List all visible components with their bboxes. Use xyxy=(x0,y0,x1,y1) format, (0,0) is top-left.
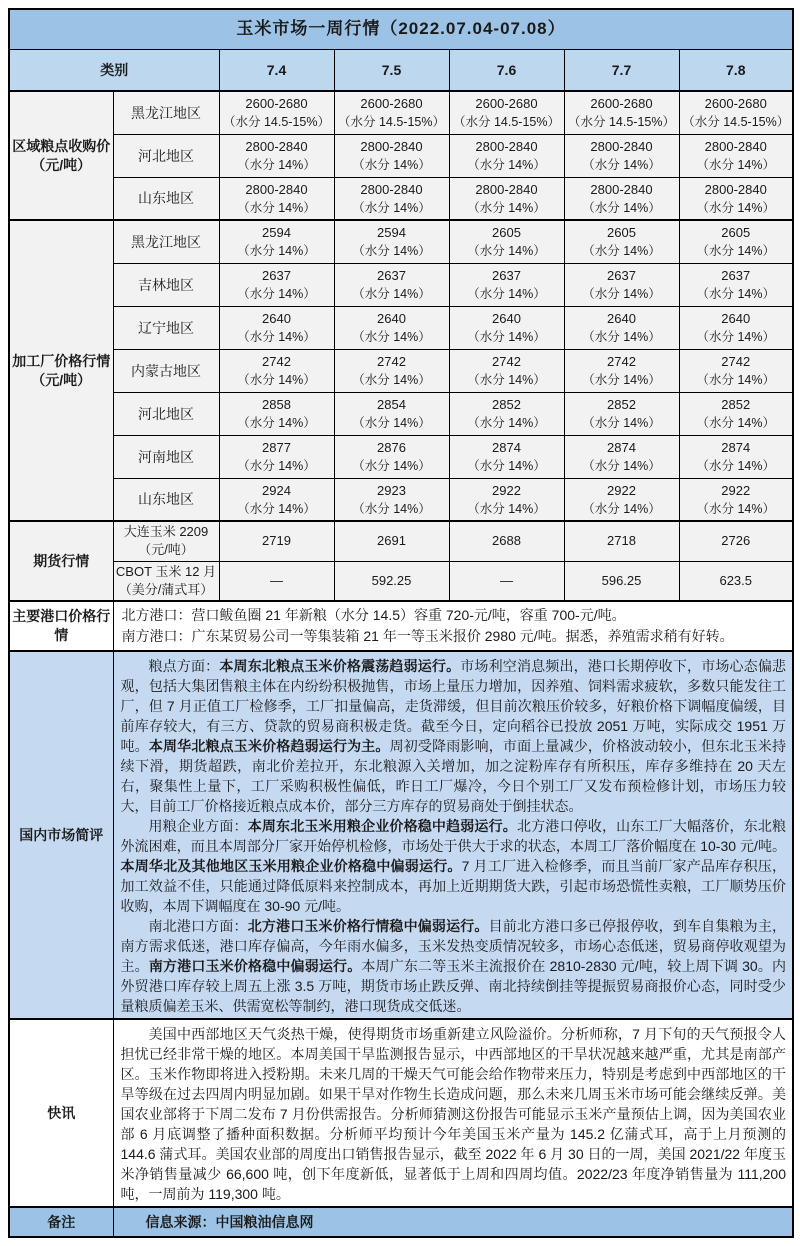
price-cell: 2640 （水分 14%） xyxy=(679,306,793,349)
ports-line-south: 南方港口：广东某贸易公司一等集装箱 21 年一等玉米报价 2980 元/吨。据悉，养殖需求稍有好转。 xyxy=(121,628,734,644)
price-cell: 2852 （水分 14%） xyxy=(449,392,564,435)
price-cell: 2800-2840 （水分 14%） xyxy=(564,177,679,220)
price-cell: 2718 xyxy=(564,521,679,561)
price-cell: 2923 （水分 14%） xyxy=(334,478,449,521)
price-cell: 2605 （水分 14%） xyxy=(564,220,679,263)
region-label: 河北地区 xyxy=(113,134,219,177)
region-label: 吉林地区 xyxy=(113,263,219,306)
price-cell: 2874 （水分 14%） xyxy=(679,435,793,478)
table-row xyxy=(9,134,793,177)
table-row xyxy=(9,392,793,435)
price-cell: 2742 （水分 14%） xyxy=(679,349,793,392)
section-label-note: 备注 xyxy=(9,1207,113,1237)
price-cell: 2924 （水分 14%） xyxy=(219,478,334,521)
paragraph: 用粮企业方面：本周东北玉米用粮企业价格稳中趋弱运行。北方港口停收，山东工厂大幅落价，东北粮外流困难，而且本周部分厂家开始停机检修，市场处于供大于求的状态，本周工厂落价幅度在 10-30 元/吨。本周华北及其他地区玉米用粮企业价格稳中偏弱运行。7 月工厂进入检修季，而且当前厂家产品库存积压，加工效益不佳，只能通过降低原料来控制成本，再加上近期期货大跌，引起市场恐慌性卖粮，工厂顺势压价收购，本周下调幅度在 30-90 元/吨。 xyxy=(120,818,787,914)
price-cell: 2800-2840 （水分 14%） xyxy=(449,134,564,177)
paragraph: 南北港口方面：北方港口玉米价格行情稳中偏弱运行。目前北方港口多已停报停收，到车自集粮为主，南方需求低迷，港口库存偏高，今年雨水偏多，玉米发热变质情况较多，市场心态低迷，贸易商停收观望为主。南方港口玉米价格稳中偏弱运行。本周广东二等玉米主流报价在 2810-2830 元/吨，较上周下调 30。内外贸港口库存较上周五上涨 3.5 万吨，期货市场止跌反弹、南北持续倒挂等提振贸易商报价心态，同时受少量粮质偏差玉米、供需宽松等制约，港口现货成交低迷。 xyxy=(120,918,787,1014)
price-cell: 2640 （水分 14%） xyxy=(564,306,679,349)
ports-line-north: 北方港口：营口鲅鱼圈 21 年新粮（水分 14.5）容重 720-元/吨，容重 700-元/吨。 xyxy=(121,607,626,623)
table-row xyxy=(9,1207,793,1237)
price-cell: 2742 （水分 14%） xyxy=(334,349,449,392)
price-cell: 2742 （水分 14%） xyxy=(564,349,679,392)
price-cell: 2691 xyxy=(334,521,449,561)
price-cell: 2719 xyxy=(219,521,334,561)
table-row xyxy=(9,561,793,601)
table-row xyxy=(9,220,793,263)
price-cell: 2688 xyxy=(449,521,564,561)
price-cell: 2742 （水分 14%） xyxy=(449,349,564,392)
category-header: 类别 xyxy=(9,49,219,91)
price-cell: 2605 （水分 14%） xyxy=(679,220,793,263)
price-cell: 2640 （水分 14%） xyxy=(449,306,564,349)
header-row xyxy=(9,49,793,91)
price-cell: 2877 （水分 14%） xyxy=(219,435,334,478)
ports-content xyxy=(113,601,793,651)
price-cell: 2922 （水分 14%） xyxy=(449,478,564,521)
title-row xyxy=(9,9,793,49)
table-row xyxy=(9,435,793,478)
region-label: 黑龙江地区 xyxy=(113,91,219,134)
section-label-futures: 期货行情 xyxy=(9,521,113,601)
price-cell: 2800-2840 （水分 14%） xyxy=(334,177,449,220)
table-row xyxy=(9,91,793,134)
price-cell: 2800-2840 （水分 14%） xyxy=(564,134,679,177)
price-cell: 2637 （水分 14%） xyxy=(334,263,449,306)
section-label-news: 快讯 xyxy=(9,1019,113,1207)
price-cell: 2600-2680 （水分 14.5-15%） xyxy=(219,91,334,134)
section-label-purchase: 区域粮点收购价 （元/吨） xyxy=(9,91,113,220)
price-cell: 2858 （水分 14%） xyxy=(219,392,334,435)
price-cell: 2637 （水分 14%） xyxy=(449,263,564,306)
price-cell: 2854 （水分 14%） xyxy=(334,392,449,435)
price-cell: 2637 （水分 14%） xyxy=(219,263,334,306)
review-content xyxy=(113,651,793,1019)
price-cell: 2800-2840 （水分 14%） xyxy=(449,177,564,220)
futures-contract-label: 大连玉米 2209 （元/吨） xyxy=(113,521,219,561)
table-row xyxy=(9,521,793,561)
region-label: 山东地区 xyxy=(113,177,219,220)
price-cell: 2726 xyxy=(679,521,793,561)
price-cell: 2922 （水分 14%） xyxy=(679,478,793,521)
table-row xyxy=(9,349,793,392)
price-cell: 2600-2680 （水分 14.5-15%） xyxy=(449,91,564,134)
price-cell: 2600-2680 （水分 14.5-15%） xyxy=(564,91,679,134)
date-header-2: 7.5 xyxy=(334,49,449,91)
price-cell: 2800-2840 （水分 14%） xyxy=(679,177,793,220)
section-label-review: 国内市场简评 xyxy=(9,651,113,1019)
date-header-5: 7.8 xyxy=(679,49,793,91)
section-label-processing: 加工厂价格行情 （元/吨） xyxy=(9,220,113,521)
region-label: 河南地区 xyxy=(113,435,219,478)
date-header-4: 7.7 xyxy=(564,49,679,91)
table-row xyxy=(9,263,793,306)
price-cell: 2600-2680 （水分 14.5-15%） xyxy=(334,91,449,134)
table-row xyxy=(9,177,793,220)
note-source: 信息来源：中国粮油信息网 xyxy=(113,1207,793,1237)
price-cell: 2922 （水分 14%） xyxy=(564,478,679,521)
table-row xyxy=(9,478,793,521)
price-cell: 2640 （水分 14%） xyxy=(334,306,449,349)
table-row xyxy=(9,601,793,651)
price-cell: — xyxy=(449,561,564,601)
price-cell: 2874 （水分 14%） xyxy=(449,435,564,478)
price-cell: 2800-2840 （水分 14%） xyxy=(219,134,334,177)
region-label: 辽宁地区 xyxy=(113,306,219,349)
price-cell: 2742 （水分 14%） xyxy=(219,349,334,392)
region-label: 山东地区 xyxy=(113,478,219,521)
futures-contract-label: CBOT 玉米 12 月 （美分/蒲式耳） xyxy=(113,561,219,601)
date-header-3: 7.6 xyxy=(449,49,564,91)
price-cell: 623.5 xyxy=(679,561,793,601)
price-cell: 2876 （水分 14%） xyxy=(334,435,449,478)
price-cell: 2594 （水分 14%） xyxy=(334,220,449,263)
price-cell: 2800-2840 （水分 14%） xyxy=(219,177,334,220)
price-cell: 2637 （水分 14%） xyxy=(679,263,793,306)
paragraph: 美国中西部地区天气炎热干燥，使得期货市场重新建立风险溢价。分析师称，7 月下旬的天气预报令人担忧已经非常干燥的地区。本周美国干旱监测报告显示，中西部地区的干旱状况越来越严重，尤其是南部产区。玉米作物即将进入授粉期。未来几周的干燥天气可能会给作物带来压力，特别是考虑到中西部地区的干旱等级在过去四周内明显加剧。如果干旱对作物生长造成问题，那么未来几周玉米市场可能会继续反弹。美国农业部将于下周二发布 7 月份供需报告。分析师猜测这份报告可能显示玉米产量预估上调，因为美国农业部 6 月底调整了播种面积数据。分析师平均预计今年美国玉米产量为 145.2 亿蒲式耳，高于上月预测的 144.6 蒲式耳。美国农业部的周度出口销售报告显示，截至 2022 年 6 月 30 日的一周，美国 2021/22 年度玉米净销售量减少 66,600 吨，创下年度新低，显著低于上周和四周均值。2022/23 年度净销售量为 111,200 吨，一周前为 119,300 吨。 xyxy=(120,1026,786,1202)
price-cell: 2640 （水分 14%） xyxy=(219,306,334,349)
price-cell: 2594 （水分 14%） xyxy=(219,220,334,263)
price-cell: 2800-2840 （水分 14%） xyxy=(679,134,793,177)
region-label: 河北地区 xyxy=(113,392,219,435)
price-cell: 2600-2680 （水分 14.5-15%） xyxy=(679,91,793,134)
region-label: 内蒙古地区 xyxy=(113,349,219,392)
price-cell: 2637 （水分 14%） xyxy=(564,263,679,306)
price-cell: — xyxy=(219,561,334,601)
price-cell: 592.25 xyxy=(334,561,449,601)
price-cell: 2800-2840 （水分 14%） xyxy=(334,134,449,177)
table-row xyxy=(9,306,793,349)
paragraph: 粮点方面：本周东北粮点玉米价格震荡趋弱运行。市场利空消息频出，港口长期停收下，市场心态偏悲观，包括大集团售粮主体在内纷纷积极抛售，市场上量压力增加，因养殖、饲料需求疲软，多数只能发往工厂，但 7 月正值工厂检修季，工厂扣量偏高，走货滞缓，但目前次粮压价较多，好粮价格下调幅度偏缓，目前库存较大，有三方、贷款的贸易商积极走货。截至今日，定向稻谷已投放 2051 万吨，实际成交 1951 万吨。本周华北粮点玉米价格趋弱运行为主。周初受降雨影响，市面上量减少，价格波动较小，但东北玉米持续下滑，期货超跌，南北价差拉开，东北粮源入关增加，加之淀粉库存有所积压，库存多维持在 20 天左右，聚集性上量下，工厂采购积极性偏低，昨日工厂爆冷，今日个别工厂又发布预检修计划，市场压力较大，目前工厂价格接近粮点成本价，部分三方库存的贸易商处于倒挂状态。 xyxy=(120,658,787,814)
region-label: 黑龙江地区 xyxy=(113,220,219,263)
page-title: 玉米市场一周行情（2022.07.04-07.08） xyxy=(9,9,793,49)
news-content xyxy=(113,1019,793,1207)
table-row xyxy=(9,1019,793,1207)
price-cell: 2852 （水分 14%） xyxy=(679,392,793,435)
table-row xyxy=(9,651,793,1019)
section-label-ports: 主要港口价格行情 xyxy=(9,601,113,651)
price-cell: 2852 （水分 14%） xyxy=(564,392,679,435)
price-cell: 2874 （水分 14%） xyxy=(564,435,679,478)
price-cell: 596.25 xyxy=(564,561,679,601)
corn-market-table xyxy=(8,8,794,1238)
date-header-1: 7.4 xyxy=(219,49,334,91)
price-cell: 2605 （水分 14%） xyxy=(449,220,564,263)
